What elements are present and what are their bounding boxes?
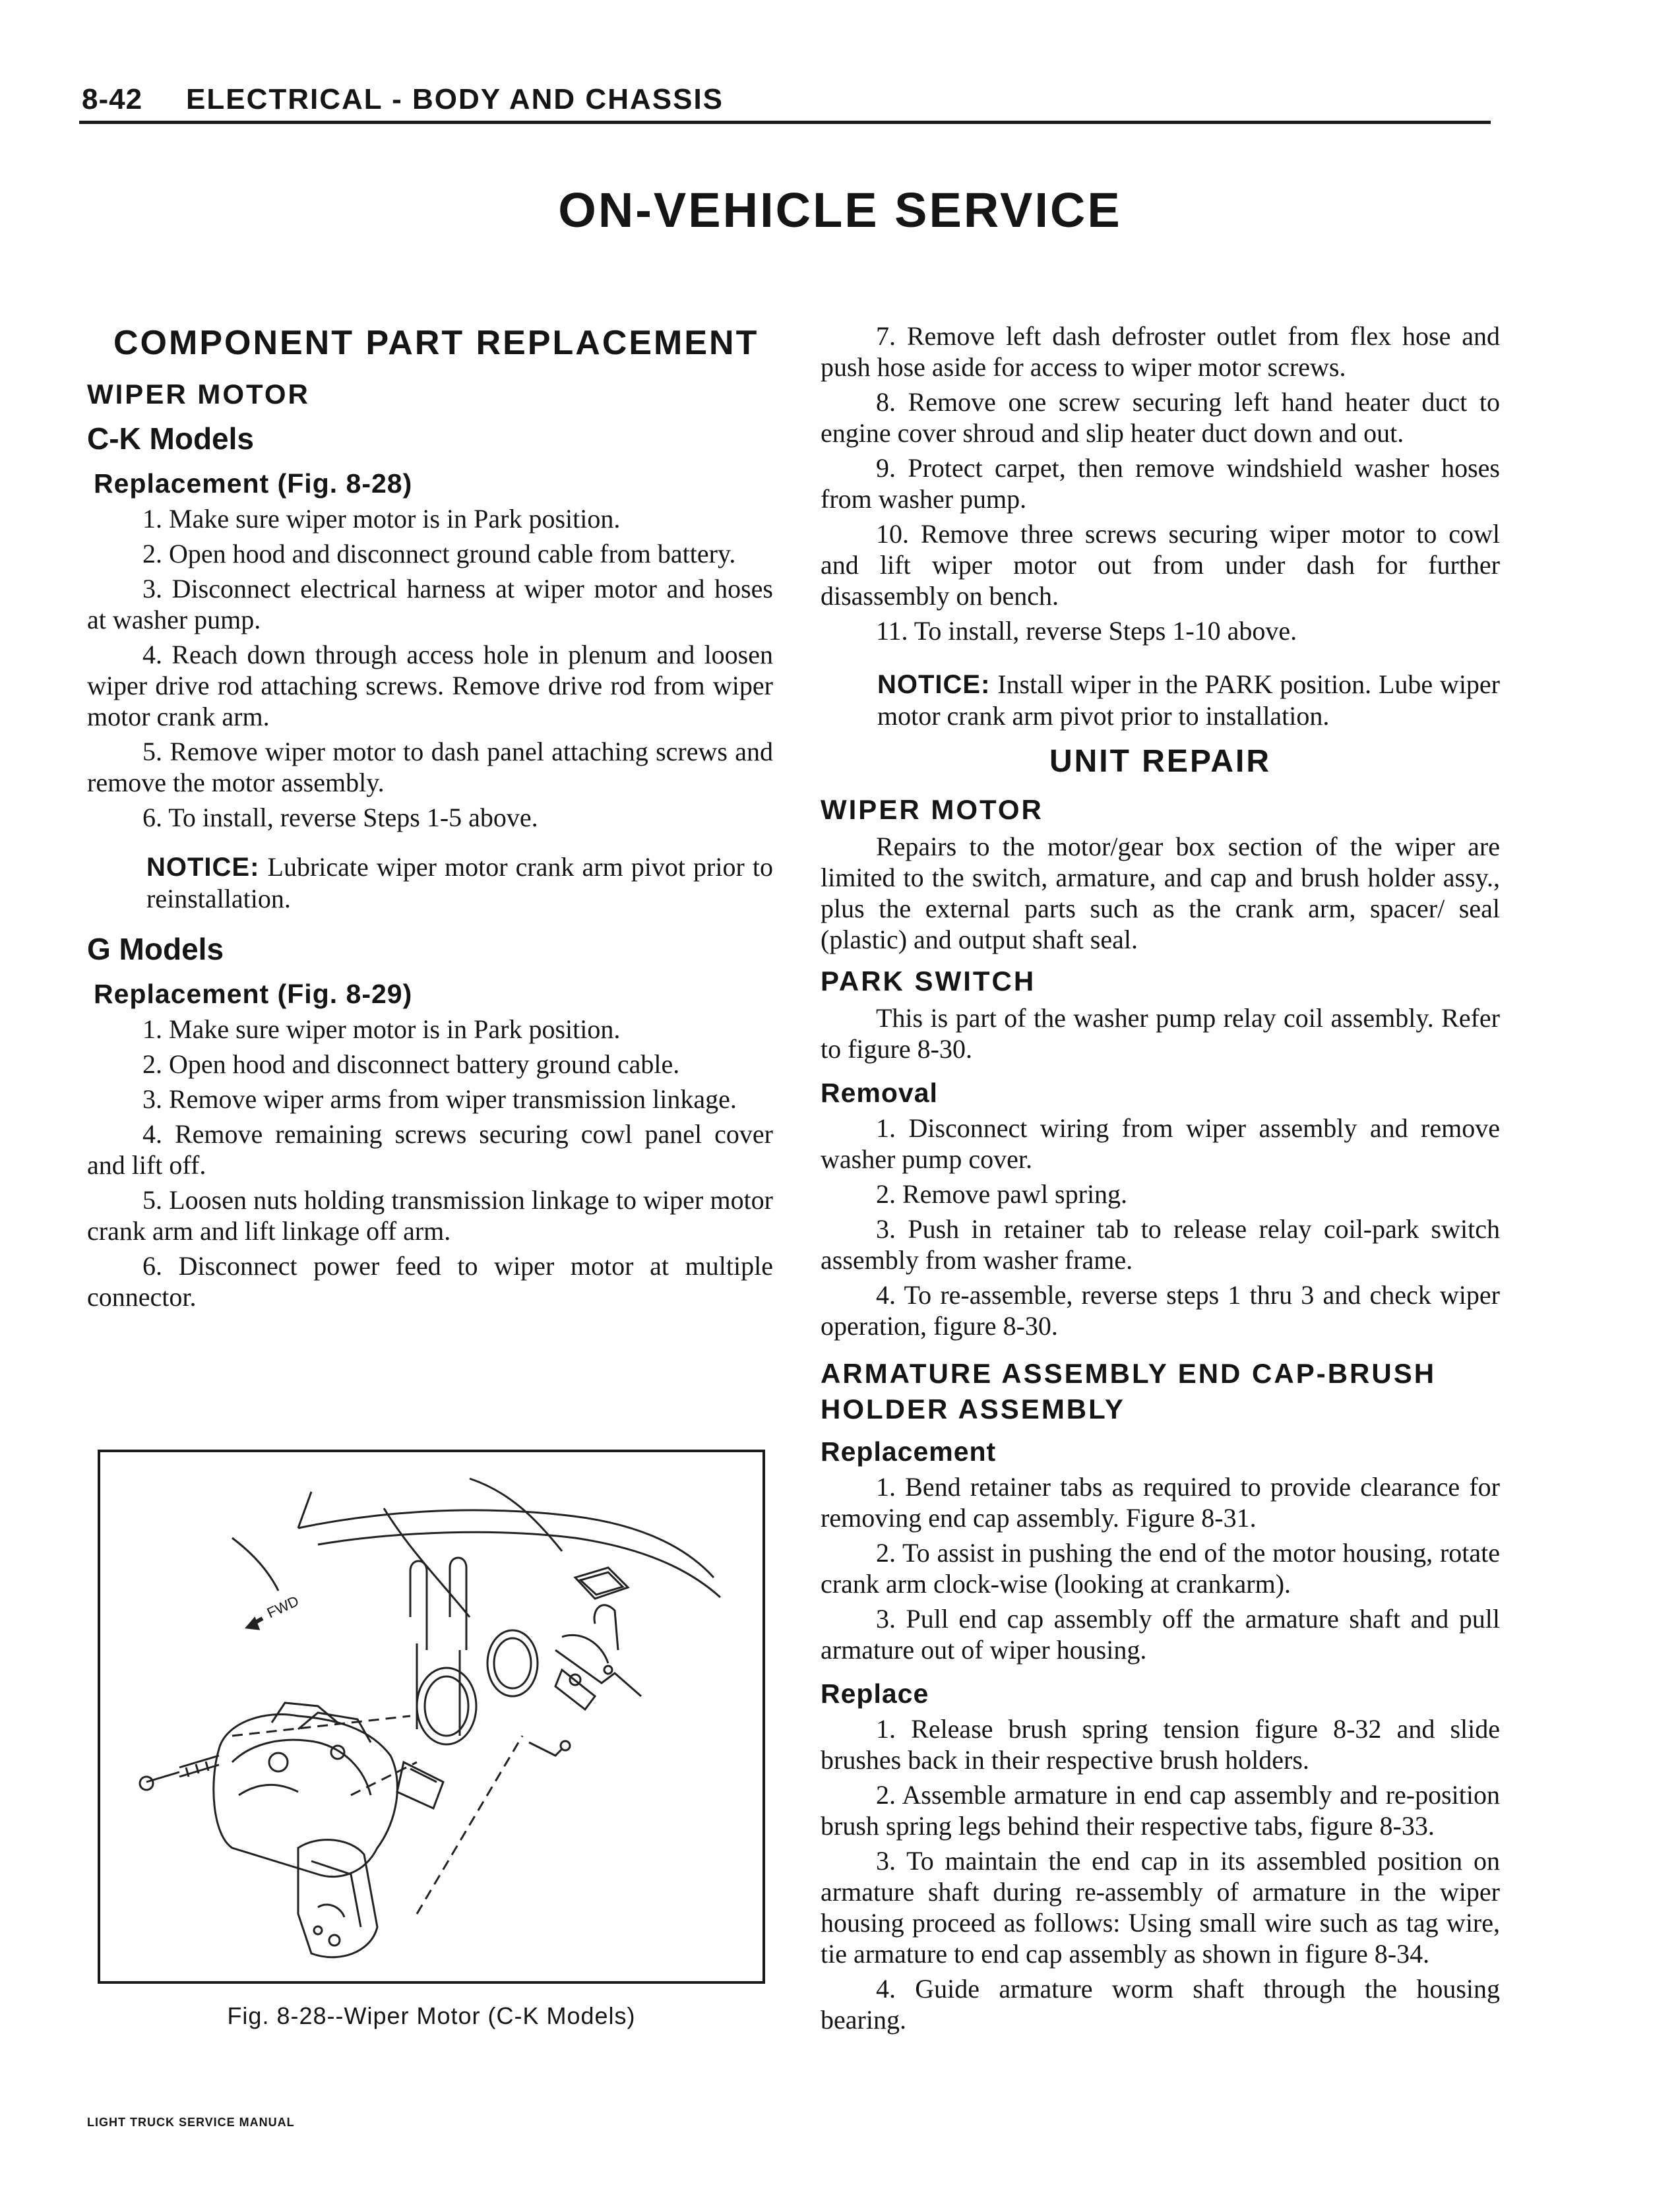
ck-step-8: 8. Remove one screw securing left hand heater duct to engine cover shroud and slip heater duct down and out.: [821, 387, 1500, 448]
g-step-6: 6. Disconnect power feed to wiper motor at multiple connector.: [87, 1251, 773, 1312]
replacement-heading: Replacement: [821, 1436, 997, 1467]
wiper-motor-text: Repairs to the motor/gear box section of the wiper are limited to the switch, armature, and cap and brush holder assy., plus the external parts such as the crank arm, spacer/ seal (plastic) and output shaft seal.: [821, 832, 1500, 954]
removal-step-3: 3. Push in retainer tab to release relay coil-park switch assembly from washer frame.: [821, 1214, 1500, 1275]
ck-step-11: 11. To install, reverse Steps 1-10 above.: [876, 616, 1297, 646]
page-title: ON-VEHICLE SERVICE: [558, 183, 1122, 237]
ck-step-3: 3. Disconnect electrical harness at wiper motor and hoses at washer pump.: [87, 574, 773, 634]
notice-text: Install wiper in the PARK position. Lube wiper motor crank arm pivot prior to installation.: [877, 669, 1501, 731]
ck-models-heading: C-K Models: [87, 421, 254, 456]
replace-step-4: 4. Guide armature worm shaft through the housing bearing.: [821, 1974, 1500, 2035]
g-step-1: 1. Make sure wiper motor is in Park position.: [142, 1014, 621, 1044]
replace-heading: Replace: [821, 1678, 929, 1709]
armature-heading: ARMATURE ASSEMBLY END CAP-BRUSH HOLDER ASSEMBLY: [821, 1358, 1437, 1425]
replacement-step-2: 2. To assist in pushing the end of the motor housing, rotate crank arm clock-wise (looking at crankarm).: [821, 1538, 1500, 1599]
notice-label: NOTICE:: [146, 853, 260, 882]
g-step-4: 4. Remove remaining screws securing cowl panel cover and lift off.: [87, 1119, 773, 1180]
ck-step-1: 1. Make sure wiper motor is in Park position.: [142, 504, 621, 534]
ck-step-9: 9. Protect carpet, then remove windshield washer hoses from washer pump.: [821, 453, 1500, 514]
g-step-5: 5. Loosen nuts holding transmission linkage to wiper motor crank arm and lift linkage off arm.: [87, 1185, 773, 1246]
ck-step-4: 4. Reach down through access hole in plenum and loosen wiper drive rod attaching screws. Remove drive rod from wiper motor crank arm.: [87, 640, 773, 731]
replacement-step-1: 1. Bend retainer tabs as required to provide clearance for removing end cap assembly. Figure 8-31.: [821, 1472, 1500, 1533]
unit-repair-heading: UNIT REPAIR: [1049, 744, 1272, 779]
removal-heading: Removal: [821, 1078, 938, 1108]
footer: LIGHT TRUCK SERVICE MANUAL: [87, 2116, 295, 2129]
ck-replacement-heading: Replacement (Fig. 8-28): [94, 468, 413, 499]
wiper-motor-illustration: [100, 1452, 762, 1981]
notice-label: NOTICE:: [877, 670, 991, 699]
g-step-3: 3. Remove wiper arms from wiper transmission linkage.: [142, 1084, 737, 1114]
install-notice: [877, 669, 1500, 731]
removal-step-2: 2. Remove pawl spring.: [876, 1179, 1128, 1209]
section-title: ELECTRICAL - BODY AND CHASSIS: [186, 83, 724, 115]
ck-step-5: 5. Remove wiper motor to dash panel attaching screws and remove the motor assembly.: [87, 737, 773, 797]
ck-step-7: 7. Remove left dash defroster outlet from flex hose and push hose aside for access to wiper motor screws.: [821, 321, 1500, 382]
replace-step-3: 3. To maintain the end cap in its assembled position on armature shaft during re-assembly of armature in the wiper housing proceed as follows: Using small wire such as tag wire, tie armature to end cap assembly as shown in figure 8-34.: [821, 1846, 1500, 1969]
component-part-replacement-heading: COMPONENT PART REPLACEMENT: [113, 324, 759, 362]
replacement-step-3: 3. Pull end cap assembly off the armature shaft and pull armature out of wiper housing.: [821, 1604, 1500, 1665]
removal-step-1: 1. Disconnect wiring from wiper assembly and remove washer pump cover.: [821, 1113, 1500, 1174]
replace-step-1: 1. Release brush spring tension figure 8-32 and slide brushes back in their respective brush holders.: [821, 1714, 1500, 1775]
page-number: 8-42: [82, 83, 143, 115]
right-column: [821, 321, 1500, 2039]
unit-wiper-motor-heading: WIPER MOTOR: [821, 794, 1043, 825]
park-switch-text: This is part of the washer pump relay coil assembly. Refer to figure 8-30.: [821, 1003, 1500, 1064]
header-rule: [79, 121, 1491, 124]
left-column: [87, 323, 773, 1316]
figure-caption: Fig. 8-28--Wiper Motor (C-K Models): [227, 2002, 636, 2029]
figure-wiper-motor: [98, 1450, 765, 1984]
g-models-heading: G Models: [87, 932, 224, 966]
ck-step-2: 2. Open hood and disconnect ground cable from battery.: [142, 539, 736, 568]
park-switch-heading: PARK SWITCH: [821, 966, 1036, 997]
ck-step-6: 6. To install, reverse Steps 1-5 above.: [142, 803, 538, 832]
g-step-2: 2. Open hood and disconnect battery ground cable.: [142, 1049, 680, 1079]
wiper-motor-heading: WIPER MOTOR: [87, 379, 310, 410]
ck-step-10: 10. Remove three screws securing wiper motor to cowl and lift wiper motor out from under dash for further disassembly on bench.: [821, 519, 1500, 611]
removal-step-4: 4. To re-assemble, reverse steps 1 thru 3 and check wiper operation, figure 8-30.: [821, 1280, 1500, 1341]
fwd-label: FWD: [264, 1592, 301, 1622]
notice-text: Lubricate wiper motor crank arm pivot prior to reinstallation.: [146, 852, 773, 913]
replace-step-2: 2. Assemble armature in end cap assembly and re-position brush spring legs behind their respective tabs, figure 8-33.: [821, 1780, 1500, 1841]
ck-notice: [146, 851, 773, 914]
g-replacement-heading: Replacement (Fig. 8-29): [94, 979, 413, 1009]
